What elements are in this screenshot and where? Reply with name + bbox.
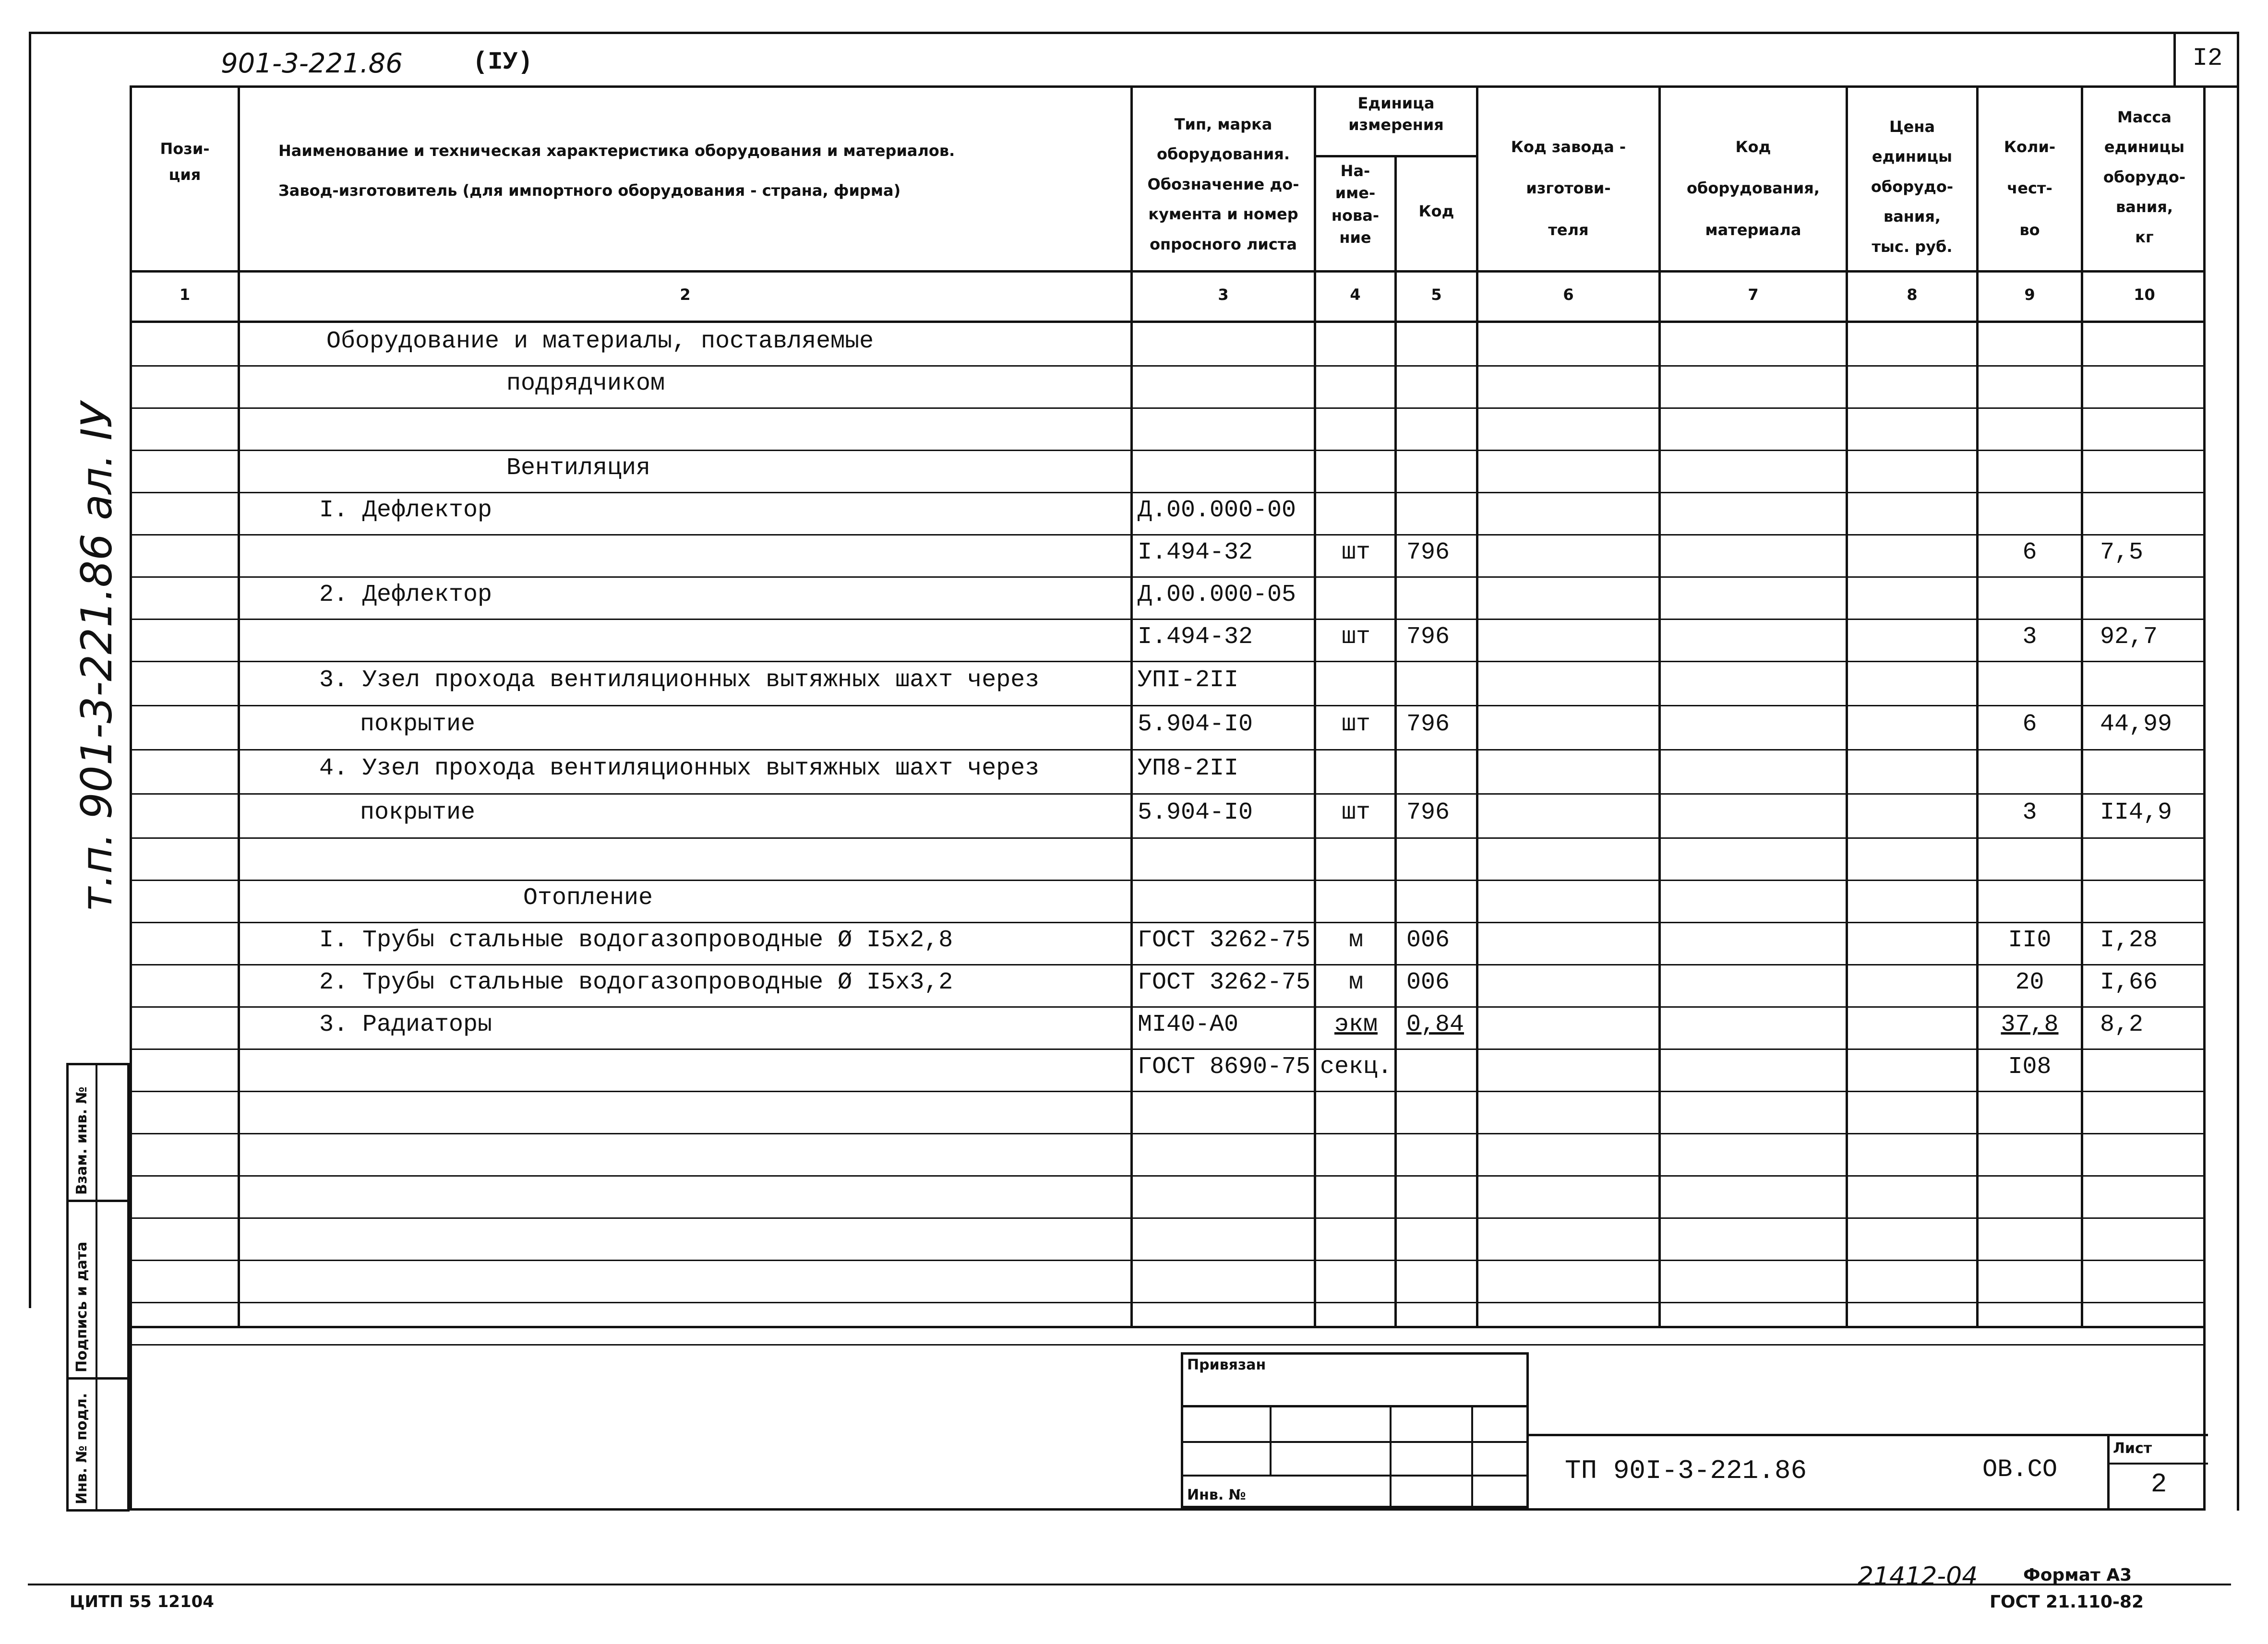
table-body [132, 323, 2203, 1326]
colnum-4: 4 [1350, 286, 1361, 304]
header-unit-group: Единица измерения [1348, 94, 1444, 134]
row-unit-code: 006 [1406, 927, 1450, 954]
table-row [132, 450, 2203, 492]
header-quantity: Коли- чест- во [2004, 138, 2056, 239]
row-quantity: 3 [2022, 799, 2037, 826]
row-unit-code: 0,84 [1406, 1011, 1464, 1038]
row-unit: м [1348, 927, 1363, 954]
album-number: (IУ) [473, 48, 533, 76]
table-row [132, 922, 2203, 964]
row-unit: шт [1341, 539, 1370, 566]
table-row [132, 964, 2203, 1006]
row-name: Отопление [523, 884, 653, 912]
designation: ТП 90I-3-221.86 [1565, 1455, 1807, 1486]
row-mass: I,28 [2100, 927, 2158, 954]
title-block-left [1181, 1352, 1529, 1508]
row-document: ГОСТ 8690-75 [1138, 1053, 1311, 1081]
row-quantity: 37,8 [2001, 1011, 2059, 1038]
colnum-9: 9 [2024, 286, 2035, 304]
frame-top [29, 32, 2239, 34]
sheet-label: Лист [2113, 1440, 2152, 1457]
doc-code: 901-3-221.86 [221, 48, 403, 79]
table-row [132, 534, 2203, 576]
specification-table [130, 85, 2206, 1511]
row-unit: секц. [1320, 1053, 1392, 1081]
stamp-label-inv: Инв. № подл. [73, 1393, 90, 1504]
row-name: I. Трубы стальные водогазопроводные Ø I5x2,8 [319, 927, 953, 954]
row-mass: 7,5 [2100, 539, 2144, 566]
row-unit-code: 796 [1406, 539, 1450, 566]
header-position: Пози- ция [160, 140, 210, 184]
vertical-designation: т.п. 901-3-221.86 ал. IУ [72, 402, 121, 912]
table-row [132, 793, 2203, 837]
sheet-number: I2 [2192, 44, 2223, 72]
table-row [132, 576, 2203, 619]
colnum-5: 5 [1431, 286, 1442, 304]
inv-number-label: Инв. № [1187, 1487, 1246, 1503]
table-row [132, 1091, 2203, 1133]
row-quantity: 6 [2022, 539, 2037, 566]
row-document: Д.00.000-00 [1138, 497, 1296, 524]
row-unit: м [1348, 969, 1363, 996]
table-row [132, 492, 2203, 534]
row-document: I.494-32 [1138, 623, 1253, 651]
row-name: Вентиляция [506, 454, 651, 482]
row-document: 5.904-I0 [1138, 799, 1253, 826]
table-row [132, 1006, 2203, 1048]
row-document: ГОСТ 3262-75 [1138, 969, 1311, 996]
row-document: МI40-А0 [1138, 1011, 1239, 1038]
table-row [132, 837, 2203, 880]
sheet-number-box [2173, 32, 2239, 88]
table-row [132, 1133, 2203, 1175]
row-mass: 92,7 [2100, 623, 2158, 651]
table-row [132, 705, 2203, 749]
row-name: 2. Трубы стальные водогазопроводные Ø I5x3,2 [319, 969, 953, 996]
row-unit: шт [1341, 711, 1370, 738]
row-mass: 8,2 [2100, 1011, 2144, 1038]
sheet-value: 2 [2150, 1469, 2167, 1500]
table-row [132, 880, 2203, 922]
header-equipment-code: Код оборудования, материала [1687, 138, 1820, 239]
row-document: Д.00.000-05 [1138, 581, 1296, 608]
table-row [132, 323, 2203, 365]
table-row [132, 365, 2203, 407]
row-divider [132, 1344, 2203, 1346]
row-unit: шт [1341, 623, 1370, 651]
row-mass: 44,99 [2100, 711, 2172, 738]
table-row [132, 619, 2203, 661]
row-name: I. Дефлектор [319, 497, 492, 524]
footer-gost: ГОСТ 21.110-82 [1990, 1592, 2144, 1612]
header-factory-code: Код завода - изготови- теля [1511, 138, 1626, 239]
stamp-label-vzam: Взам. инв. № [73, 1086, 90, 1195]
row-name: 3. Узел прохода вентиляционных вытяжных шахт через [319, 667, 1040, 694]
row-document: УПI-2II [1138, 667, 1239, 694]
header-name: Наименование и техническая характеристика оборудования и материалов. Завод-изготовитель (для импортного оборудования - страна, фирма) [278, 142, 955, 200]
colnum-3: 3 [1218, 286, 1229, 304]
row-quantity: 20 [2015, 969, 2044, 996]
table-row [132, 661, 2203, 705]
header-mass: Масса единицы оборудо- вания, кг [2103, 108, 2186, 246]
footer-format: Формат А3 [2023, 1565, 2132, 1585]
row-document: УП8-2II [1138, 755, 1239, 782]
footer-handwritten-number: 21412-04 [1858, 1562, 1978, 1591]
frame-right [2237, 32, 2239, 1511]
privyazan-label: Привязан [1187, 1357, 1266, 1373]
row-quantity: 3 [2022, 623, 2037, 651]
row-name: покрытие [360, 799, 476, 826]
row-name: 3. Радиаторы [319, 1011, 492, 1038]
table-row [132, 1175, 2203, 1217]
colnum-1: 1 [179, 286, 191, 304]
row-unit-code: 796 [1406, 623, 1450, 651]
row-quantity: 6 [2022, 711, 2037, 738]
row-name: покрытие [360, 711, 476, 738]
table-row [132, 1217, 2203, 1260]
table-row [132, 749, 2203, 793]
table-row [132, 407, 2203, 450]
colnum-10: 10 [2134, 286, 2155, 304]
row-name: 4. Узел прохода вентиляционных вытяжных шахт через [319, 755, 1040, 782]
row-document: ГОСТ 3262-75 [1138, 927, 1311, 954]
row-unit: шт [1341, 799, 1370, 826]
title-block-right [1526, 1434, 2208, 1508]
row-name: подрядчиком [506, 370, 665, 397]
header-unit-name: На- име- нова- ние [1331, 162, 1380, 247]
row-name: Оборудование и материалы, поставляемые [326, 328, 874, 355]
colnum-2: 2 [680, 286, 691, 304]
colnum-6: 6 [1563, 286, 1574, 304]
stamp-label-podpis: Подпись и дата [73, 1241, 90, 1372]
header-type: Тип, марка оборудования. Обозначение до- кумента и номер опросного листа [1147, 115, 1299, 253]
row-quantity: II0 [2008, 927, 2052, 954]
row-document: 5.904-I0 [1138, 711, 1253, 738]
row-unit-code: 796 [1406, 799, 1450, 826]
row-name: 2. Дефлектор [319, 581, 492, 608]
colnum-8: 8 [1907, 286, 1918, 304]
side-stamp [66, 1063, 130, 1512]
header-unit-code: Код [1418, 202, 1454, 220]
footer-left: ЦИТП 55 12104 [70, 1592, 214, 1611]
table-row [132, 1260, 2203, 1302]
header-price: Цена единицы оборудо- вания, тыс. руб. [1871, 118, 1954, 256]
row-document: I.494-32 [1138, 539, 1253, 566]
row-unit-code: 006 [1406, 969, 1450, 996]
table-row [132, 1302, 2203, 1344]
frame-left [29, 32, 31, 1308]
row-quantity: I08 [2008, 1053, 2052, 1081]
drawing-mark: ОВ.СО [1982, 1455, 2058, 1484]
colnum-7: 7 [1748, 286, 1759, 304]
row-unit: экм [1334, 1011, 1378, 1038]
row-mass: I,66 [2100, 969, 2158, 996]
row-mass: II4,9 [2100, 799, 2172, 826]
row-unit-code: 796 [1406, 711, 1450, 738]
table-row [132, 1048, 2203, 1091]
